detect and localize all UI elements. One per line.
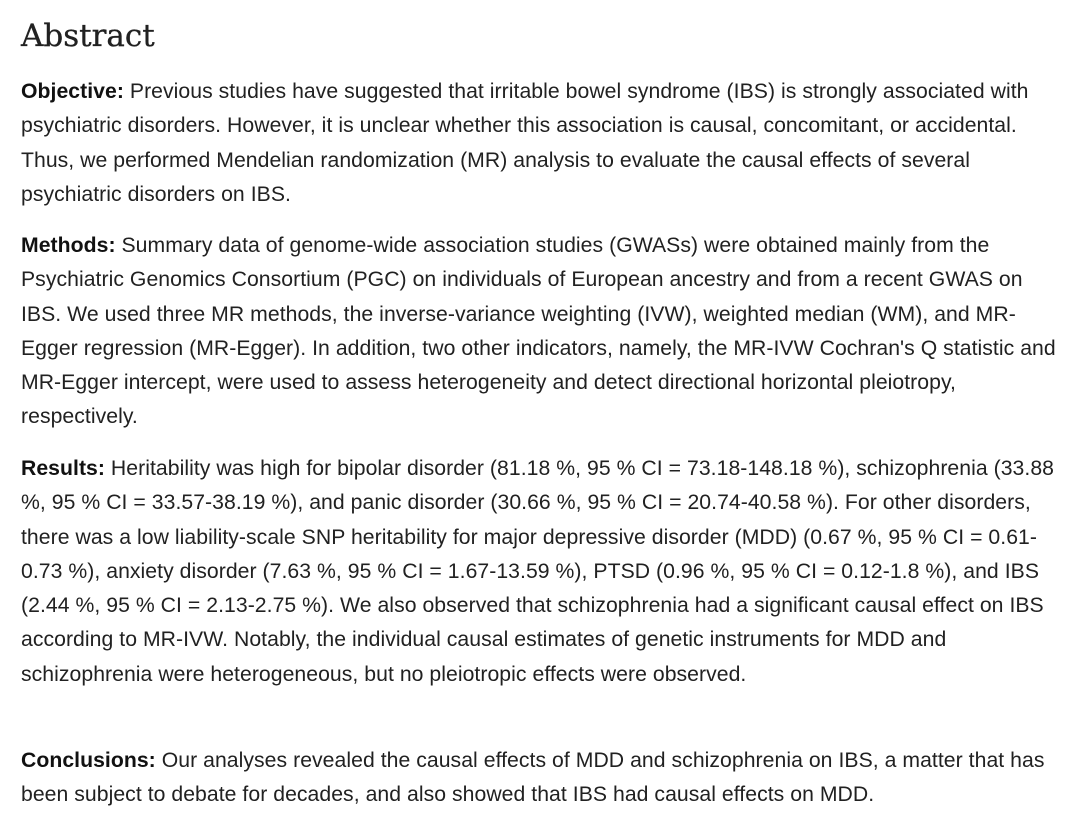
conclusions-label: Conclusions:: [21, 749, 156, 772]
objective-text: Previous studies have suggested that irritable bowel syndrome (IBS) is strongly associated with psychiatric disorders. However, it is unclear whether this association is causal, concomitant, or accidental. Thus, we performed Mendelian randomization (MR) analysis to evaluate the causal effects of several psychiatric disorders on IBS.: [21, 80, 1029, 206]
objective-label: Objective:: [21, 80, 124, 103]
methods-section: [21, 229, 1061, 435]
results-section: [21, 452, 1061, 692]
methods-label: Methods:: [21, 234, 116, 257]
results-text: Heritability was high for bipolar disorder (81.18 %, 95 % CI = 73.18-148.18 %), schizophrenia (33.88 %, 95 % CI = 33.57-38.19 %), and panic disorder (30.66 %, 95 % CI = 20.74-40.58 %). For other disorders, there was a low liability-scale SNP heritability for major depressive disorder (MDD) (0.67 %, 95 % CI = 0.61-0.73 %), anxiety disorder (7.63 %, 95 % CI = 1.67-13.59 %), PTSD (0.96 %, 95 % CI = 0.12-1.8 %), and IBS (2.44 %, 95 % CI = 2.13-2.75 %). We also observed that schizophrenia had a significant causal effect on IBS according to MR-IVW. Notably, the individual causal estimates of genetic instruments for MDD and schizophrenia were heterogeneous, but no pleiotropic effects were observed.: [21, 457, 1054, 686]
abstract-heading: Abstract: [21, 18, 155, 54]
results-label: Results:: [21, 457, 105, 480]
objective-section: [21, 75, 1061, 212]
conclusions-section: [21, 744, 1061, 813]
methods-text: Summary data of genome-wide association studies (GWASs) were obtained mainly from the Psychiatric Genomics Consortium (PGC) on individuals of European ancestry and from a recent GWAS on IBS. We used three MR methods, the inverse-variance weighting (IVW), weighted median (WM), and MR-Egger regression (MR-Egger). In addition, two other indicators, namely, the MR-IVW Cochran's Q statistic and MR-Egger intercept, were used to assess heterogeneity and detect directional horizontal pleiotropy, respectively.: [21, 234, 1056, 429]
conclusions-text: Our analyses revealed the causal effects of MDD and schizophrenia on IBS, a matter that has been subject to debate for decades, and also showed that IBS had causal effects on MDD.: [21, 749, 1045, 807]
